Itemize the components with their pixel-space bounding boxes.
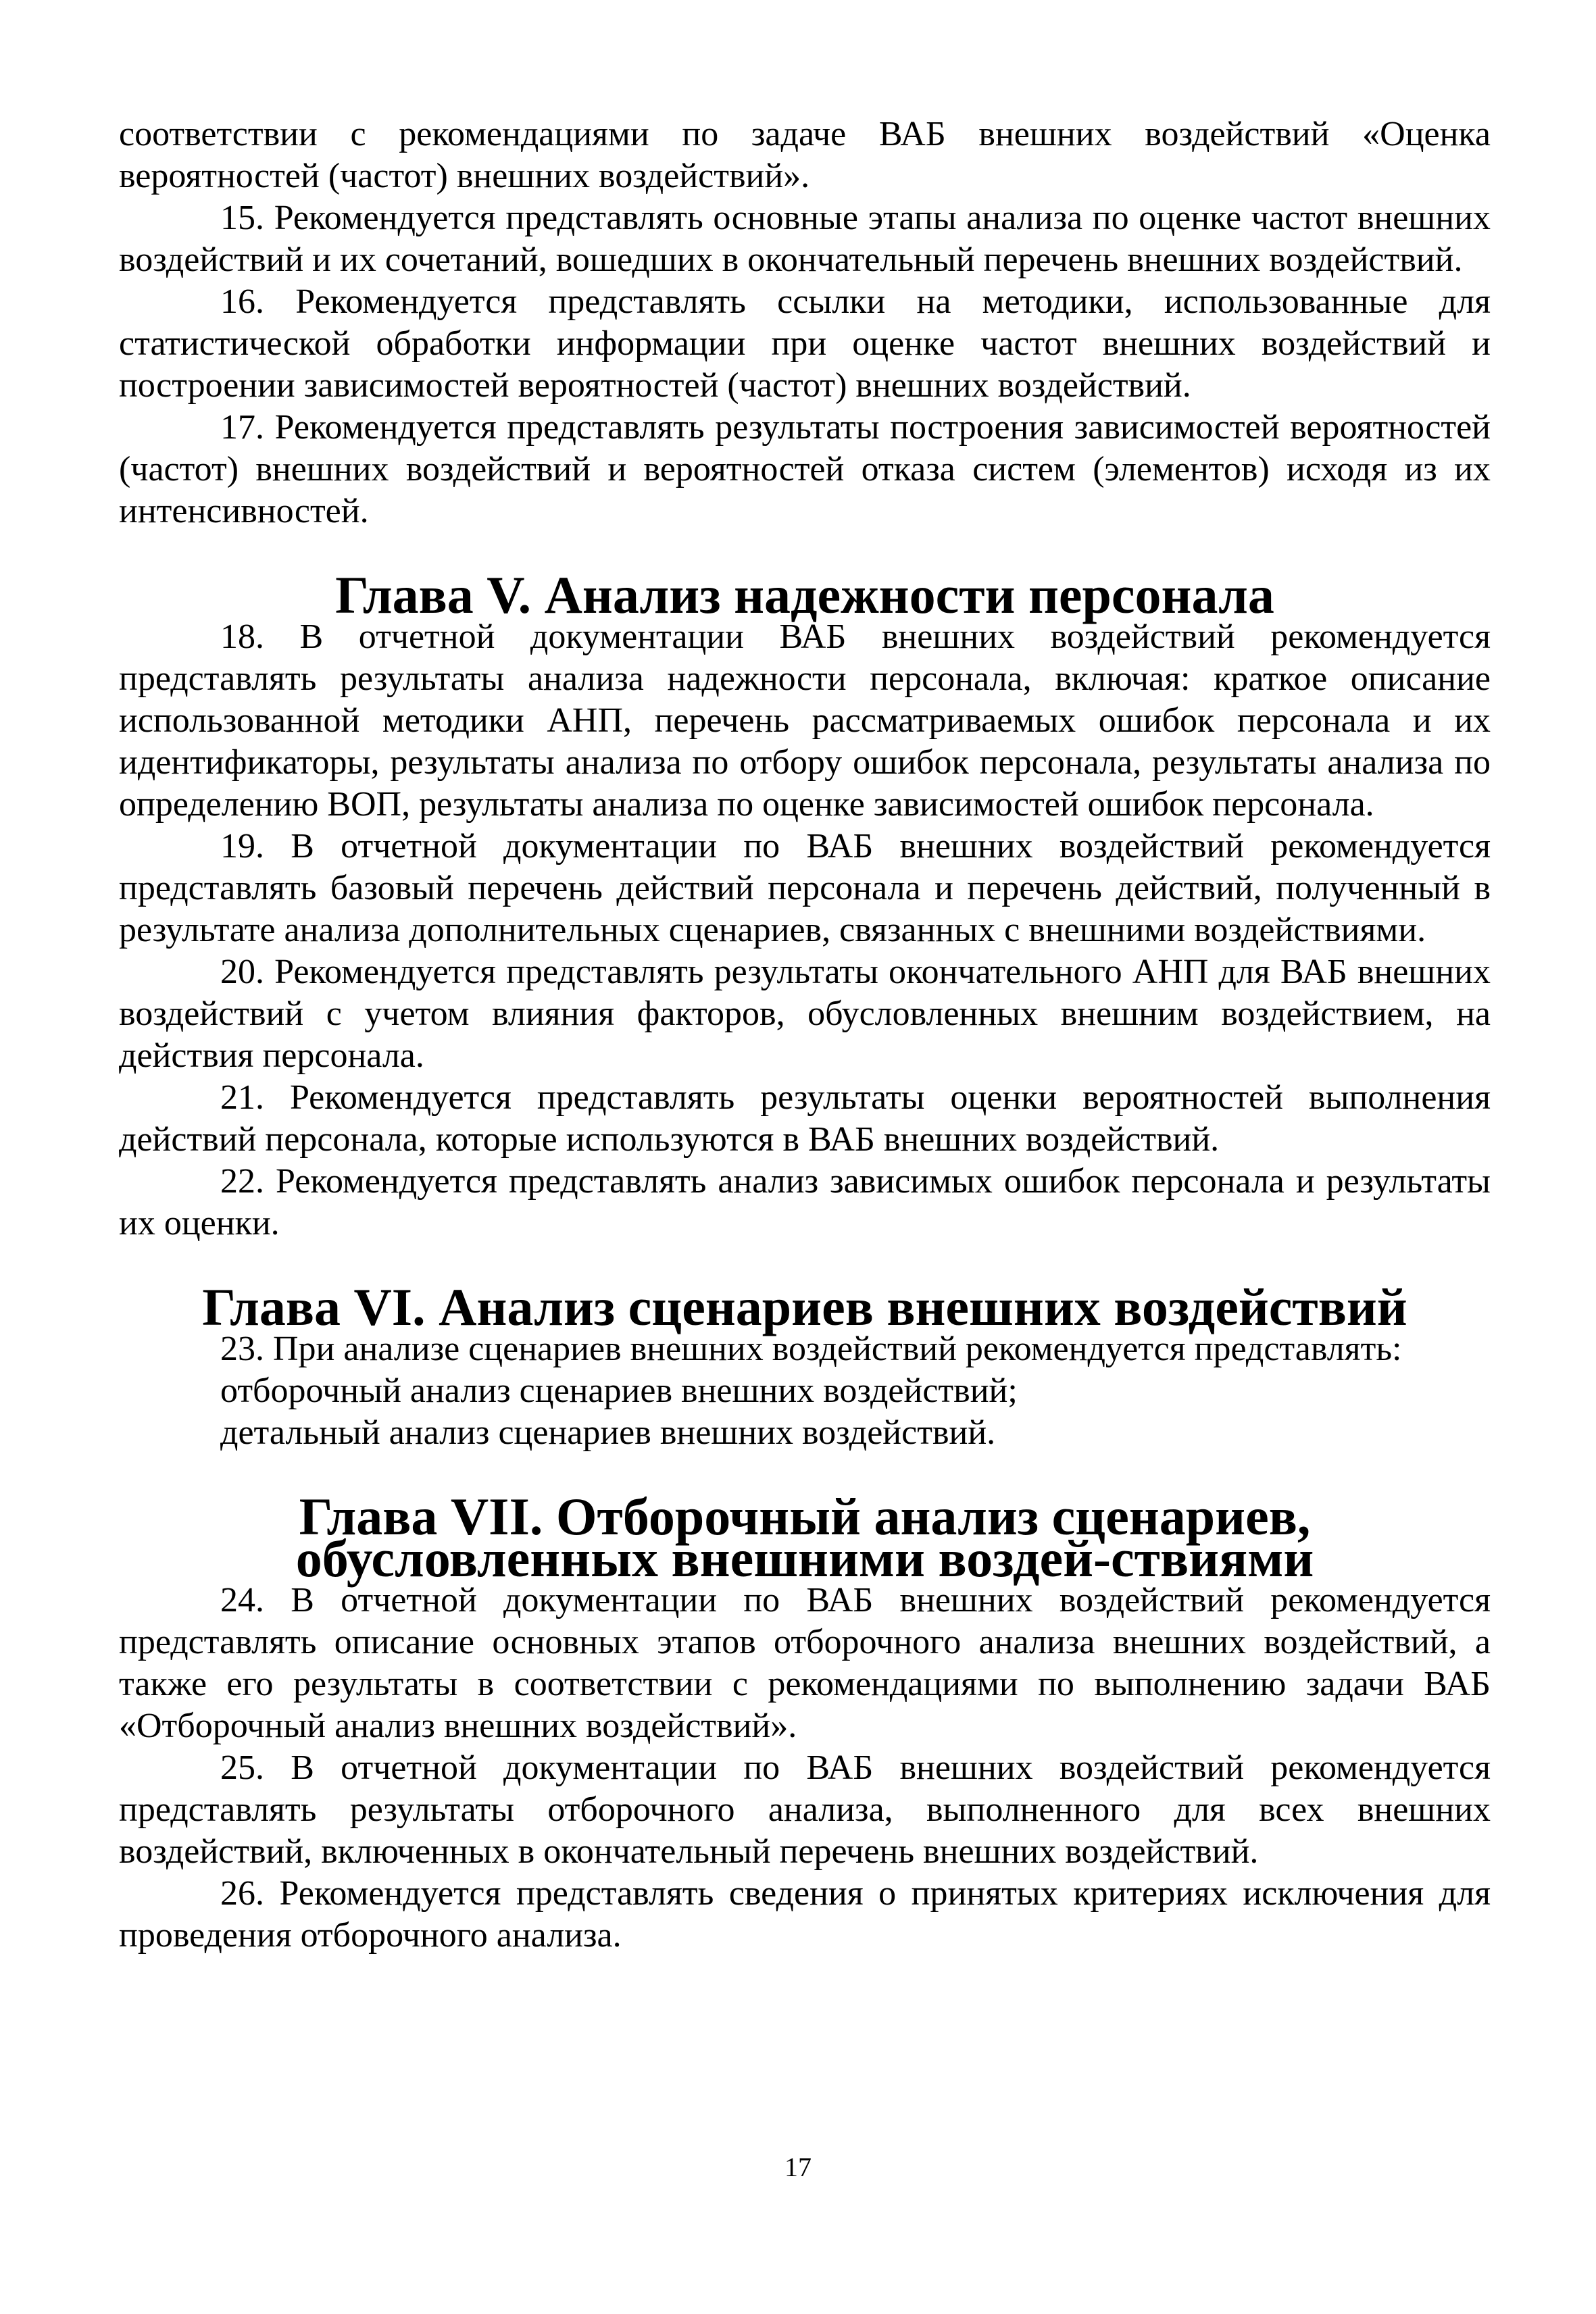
paragraph-20: 20. Рекомендуется представлять результаты окончательного АНП для ВАБ внешних воздействий с учетом влияния факторов, обусловленных внешним воздействием, на действия персонала.: [119, 953, 1491, 1075]
paragraph-continuation: соответствии с рекомендациями по задаче ВАБ внешних воздействий «Оценка вероятностей (частот) внешних воздействий».: [119, 115, 1491, 195]
paragraph-19: 19. В отчетной документации по ВАБ внешних воздействий рекомендуется представлять базовый перечень действий персонала и перечень действий, полученный в результате анализа дополнительных сценариев, связанных с внешними воздействиями.: [119, 827, 1491, 949]
page-number: 17: [784, 2152, 812, 2182]
paragraph-24: 24. В отчетной документации по ВАБ внешних воздействий рекомендуется представлять описание основных этапов отборочного анализа внешних воздействий, а также его результаты в соответствии с рекомендациями по выполнению задачи ВАБ «Отборочный анализ внешних воздействий».: [119, 1581, 1491, 1745]
list-item: отборочный анализ сценариев внешних воздействий;: [220, 1372, 1018, 1410]
paragraph-23: 23. При анализе сценариев внешних воздействий рекомендуется представлять:: [220, 1330, 1402, 1368]
paragraph-18: 18. В отчетной документации ВАБ внешних воздействий рекомендуется представлять результаты анализа надежности персонала, включая: краткое описание использованной методики АНП, перечень рассматриваемых ошибок персонала и их идентификаторы, результаты анализа по отбору ошибок персонала, результаты анализа по определению ВОП, результаты анализа по оценке зависимостей ошибок персонала.: [119, 618, 1491, 824]
paragraph-21: 21. Рекомендуется представлять результаты оценки вероятностей выполнения действий персонала, которые используются в ВАБ внешних воздействий.: [119, 1078, 1491, 1159]
chapter-7-title: Глава VII. Отборочный анализ сценариев, обусловленных внешними воздей-ствиями: [295, 1487, 1314, 1588]
paragraph-26: 26. Рекомендуется представлять сведения о принятых критериях исключения для проведения отборочного анализа.: [119, 1874, 1491, 1955]
list-item: детальный анализ сценариев внешних воздействий.: [220, 1413, 996, 1452]
chapter-6-title: Глава VI. Анализ сценариев внешних воздействий: [202, 1278, 1407, 1336]
paragraph-17: 17. Рекомендуется представлять результаты построения зависимостей вероятностей (частот) внешних воздействий и вероятностей отказа систем (элементов) исходя из их интенсивностей.: [119, 408, 1491, 530]
document-page: [119, 114, 1491, 1957]
paragraph-25: 25. В отчетной документации по ВАБ внешних воздействий рекомендуется представлять результаты отборочного анализа, выполненного для всех внешних воздействий, включенных в окончательный перечень внешних воздействий.: [119, 1749, 1491, 1871]
chapter-5-title: Глава V. Анализ надежности персонала: [335, 565, 1274, 624]
paragraph-22: 22. Рекомендуется представлять анализ зависимых ошибок персонала и результаты их оценки.: [119, 1162, 1491, 1242]
paragraph-15: 15. Рекомендуется представлять основные этапы анализа по оценке частот внешних воздействий и их сочетаний, вошедших в окончательный перечень внешних воздействий.: [119, 199, 1491, 279]
paragraph-16: 16. Рекомендуется представлять ссылки на методики, использованные для статистической обработки информации при оценке частот внешних воздействий и построении зависимостей вероятностей (частот) внешних воздействий.: [119, 282, 1491, 405]
